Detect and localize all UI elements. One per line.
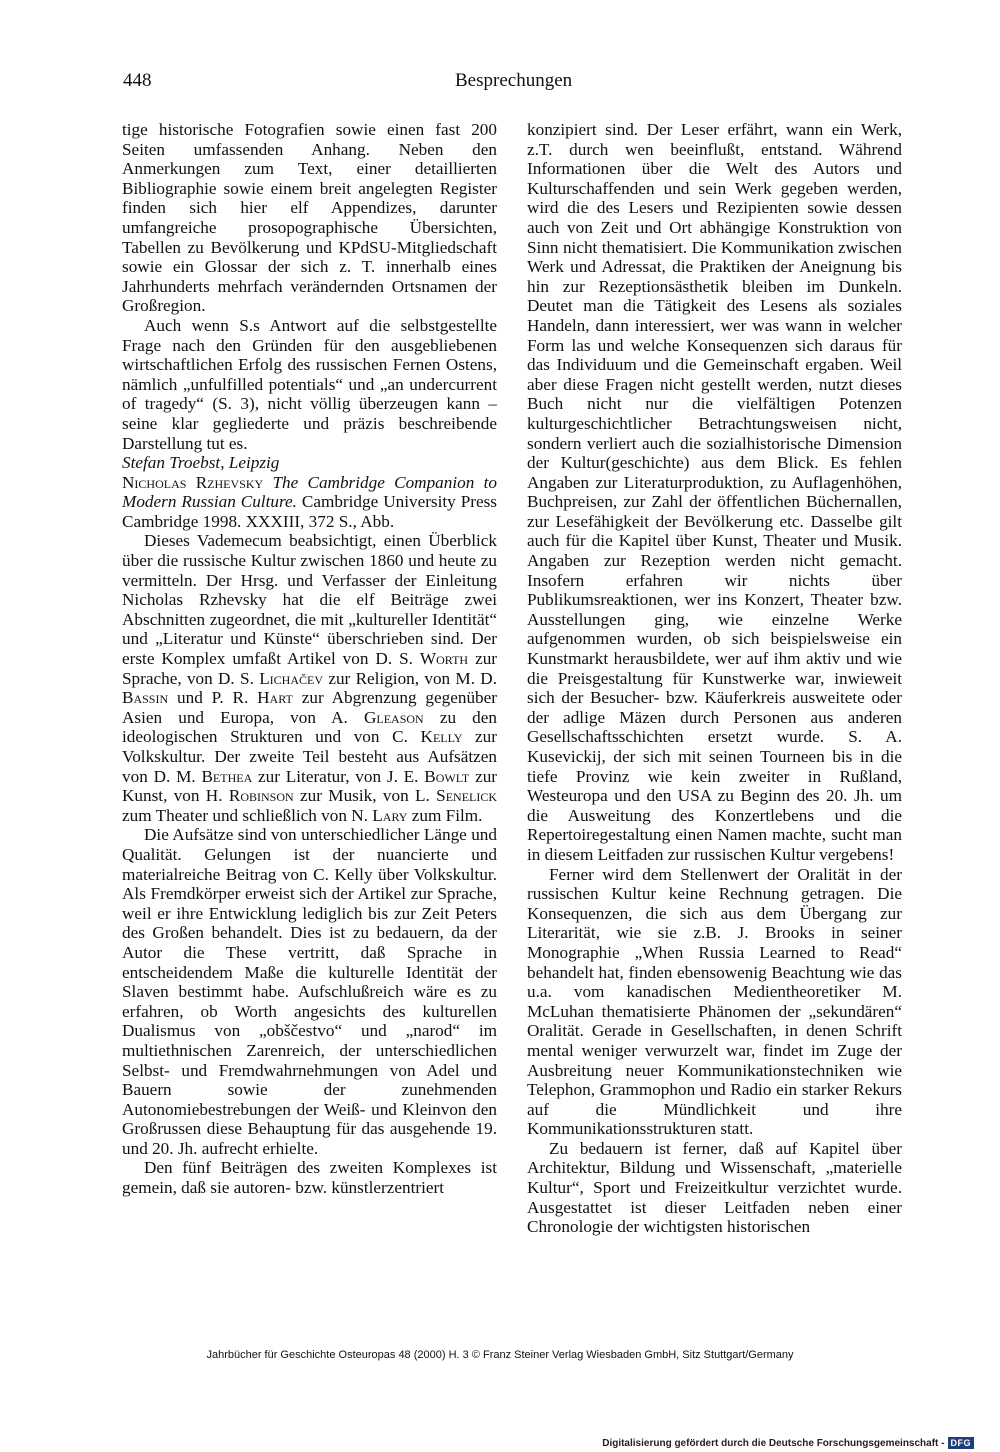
dfg-logo-icon: DFG [948, 1437, 975, 1449]
author-name: Robinson [228, 786, 294, 806]
author-name: Hart [257, 688, 293, 708]
paragraph: Ferner wird dem Stellenwert der Oralität in der russischen Kultur keine Rechnung getragen. Die Konsequenzen, die sich aus dem Übergang zur Literarität, wie sie z.B. J. Brooks in seiner Monographie „When Russia Learned to Read“ behandelt hat, finden ebensowenig Beachtung wie das u.a. vom kanadischen Medientheoretiker M. McLuhan thematisierte Phänomen der „sekundären“ Oralität. Gerade in Gesellschaften, in denen Schrift mental weniger verwurzelt war, findet im Zuge der Ausbreitung neuer Kommunikationstechniken wie Telephon, Grammophon und Radio ein starker Rekurs auf die Mündlichkeit und ihre Kommunikationsstrukturen statt. [527, 864, 902, 1139]
paragraph: Auch wenn S.s Antwort auf die selbstgestellte Frage nach den Gründen für den ausgebliebenen wirtschaftlichen Erfolg des russischen Fernen Ostens, nämlich „unfulfilled potentials“ und „an undercurrent of tragedy“ (S. 3), nicht völlig überzeugen kann – seine klar gegliederte und präzis beschreibende Darstellung tut es. [122, 315, 497, 453]
text-run: zum Theater und schließlich von N. [122, 805, 368, 825]
text-run: zur Religion, von M. D. [328, 668, 498, 688]
book-author: Nicholas Rzhevsky [122, 472, 264, 492]
paragraph: konzipiert sind. Der Leser erfährt, wann ein Werk, z.T. durch wen beeinflußt, entstand. Während Informationen über die Welt des Autors und Kulturschaffenden und sein Werk gegeben werden, wird die des Lesers und Rezipienten sowie dessen auch von Zeit und Ort abhängige Konstruktion von Sinn nicht thematisiert. Die Kommunikation zwischen Werk und Adressat, die Praktiken der Aneignung bis hin zur Rezeptionsästhetik bleiben im Dunkeln. Deutet man die Tätigkeit des Lesens als soziales Handeln, dann interessiert, wer was wann in welcher Form las und welche Konsequenzen sich daraus für das Individuum und die Gemeinschaft ergaben. Weil aber diese Fragen nicht gestellt werden, nutzt dieses Buch nicht nur die vielfältigen Potenzen kulturgeschichtlicher Betrachtungsweisen nicht, sondern verliert auch die sozialhistorische Dimension der Kultur(geschichte) aus dem Blick. Es fehlen Angaben zur Literaturproduktion, zu Auflagenhöhen, Buchpreisen, zur Zahl der öffentlichen Büchernallen, zur Lesefähigkeit der Bevölkerung etc. Dasselbe gilt auch für die Kapitel über Kunst, Theater und Musik. Angaben zur Rezeption werden nicht gemacht. Insofern erfahren wir nichts über Publikumsreaktionen, wer ins Konzert, Theater bzw. Ausstellungen ging, wie einzelne Werke aufgenommen wurden, ob sich beispielsweise ein Kunstmarkt herausbildete, wer auf ihm aktiv und wie die Preisgestaltung für Kunstwerke war, inwieweit sich der Besucher- bzw. Käuferkreis ausweitete oder der adlige Mäzen durch Personen aus anderen Gesellschaftsschichten ersetzt wurde. S. A. Kusevickij, der sich mit seinen Tourneen bis in die tiefe Provinz wie kein zweiter in Rußland, Westeuropa und den USA zu Beginn des 20. Jh. um die Ausweitung des Konzertlebens und die Repertoiregestaltung einen Namen machte, sucht man in diesem Leitfaden zur russischen Kultur vergebens! [527, 120, 902, 864]
right-column [527, 120, 902, 1237]
journal-footer: Jahrbücher für Geschichte Osteuropas 48 (2000) H. 3 © Franz Steiner Verlag Wiesbaden GmbH, Sitz Stuttgart/Germany [206, 1349, 794, 1361]
author-name: Bassin [122, 688, 169, 708]
author-name: Kelly [420, 727, 463, 747]
text-run: zur Volkskultur. Der zweite Teil besteht aus Aufsätzen von D. M. [122, 727, 497, 786]
text-run: Dieses Vademecum beabsichtigt, einen Überblick über die russische Kultur zwischen 1860 und heute zu vermitteln. Der Hrsg. und Verfasser der Einleitung Nicholas Rzhevsky hat die elf Beiträge zwei Abschnitten zugeordnet, die mit „kultureller Identität“ und „Literatur und Künste“ überschrieben sind. Der erste Komplex umfaßt Artikel von D. S. [122, 531, 497, 669]
text-run: und P. R. [177, 688, 249, 708]
reviewer-signature: Stefan Troebst, Leipzig [122, 453, 280, 473]
paragraph [122, 531, 497, 825]
author-name: Lary [372, 805, 408, 825]
left-column [122, 120, 497, 1198]
text-run: zum Film. [411, 805, 483, 825]
paragraph: tige historische Fotografien sowie einen fast 200 Seiten umfassenden Anhang. Neben den Anmerkungen zum Text, einer detaillierten Bibliographie sowie einem breit angelegten Register finden sich hier elf Appendizes, darunter umfangreiche prosopographische Übersichten, Tabellen zu Bevölkerung und KPdSU-Mitgliedschaft sowie ein Glossar der sich z. T. innerhalb eines Jahrhunderts mehrfach verändernden Ortsnamen der Großregion. [122, 120, 497, 316]
running-head: Besprechungen [455, 70, 573, 91]
text-run: zu den ideologischen Strukturen und von C. [122, 707, 498, 747]
text-run: zur Musik, von L. [300, 786, 430, 806]
digitization-text: Digitalisierung gefördert durch die Deutsche Forschungsgemeinschaft - [602, 1437, 945, 1449]
author-name: Senelick [436, 786, 498, 806]
text-run: zur Sprache, von D. S. [122, 649, 498, 688]
author-name: Bowlt [424, 766, 470, 786]
page-number: 448 [123, 70, 152, 91]
book-title: The Cambridge Companion to Modern Russian Culture. [122, 472, 497, 512]
text-run: zur Kunst, von H. [122, 766, 498, 806]
author-name: Bethea [201, 766, 253, 786]
paragraph: Den fünf Beiträgen des zweiten Komplexes ist gemein, daß sie autoren- bzw. künstlerzentriert [122, 1158, 497, 1198]
text-run: zur Abgrenzung gegenüber Asien und Europa, von A. [122, 688, 497, 727]
author-name: Lichačev [259, 668, 324, 688]
author-name: Gleason [363, 707, 424, 727]
book-publication: Cambridge University Press Cambridge 1998. XXXIII, 372 S., Abb. [122, 492, 497, 531]
digitization-note [602, 1437, 974, 1449]
paragraph: Die Aufsätze sind von unterschiedlicher Länge und Qualität. Gelungen ist der nuancierte und materialreiche Beitrag von C. Kelly über Volkskultur. Als Fremdkörper erweist sich der Artikel zur Sprache, weil er ihre Entwicklung lediglich bis zur Zeit Peters des Großen behandelt. Dies ist zu bedauern, da der Autor die These vertritt, daß Sprache in entscheidendem Maße die kulturelle Identität der Slaven bestimmt habe. Aufschlußreich wäre es zu erfahren, ob Worth angesichts des kulturellen Dualismus von „obščestvo“ und „narod“ im multiethnischen Zarenreich, der unterschiedlichen Selbst- und Fremdwahrnehmungen von Adel und Bauern sowie der zunehmenden Autonomiebestrebungen der Weiß- und Kleinvon den Großrussen diese Behauptung für das ausgehende 19. und 20. Jh. aufrecht erhielte. [122, 825, 497, 1158]
text-run: zur Literatur, von J. E. [258, 766, 419, 786]
reviewed-book-citation [122, 473, 497, 532]
paragraph: Zu bedauern ist ferner, daß auf Kapitel über Architektur, Bildung und Wissenschaft, „materielle Kultur“, Sport und Freizeitkultur verzichtet wurde. Ausgestattet ist dieser Leitfaden neben einer Chronologie der wichtigsten historischen [527, 1138, 902, 1237]
author-name: Worth [419, 649, 469, 669]
